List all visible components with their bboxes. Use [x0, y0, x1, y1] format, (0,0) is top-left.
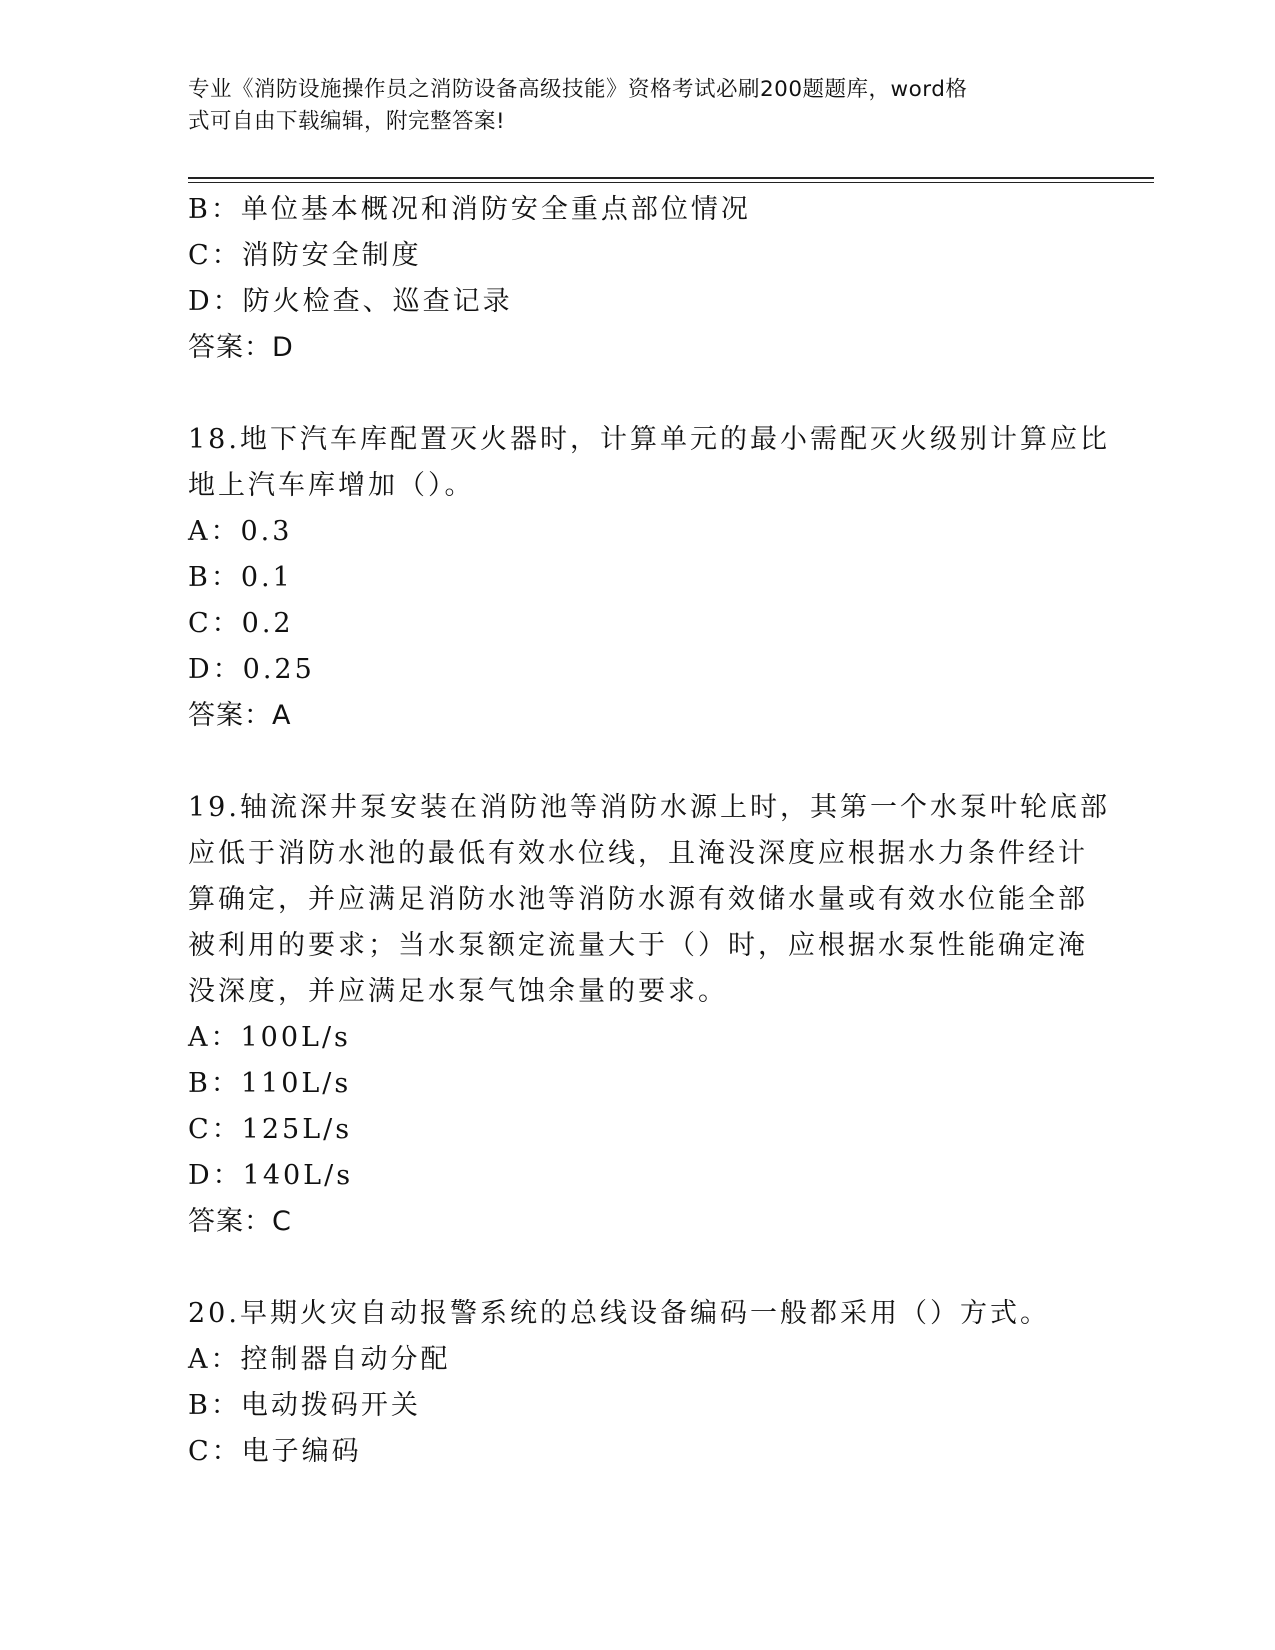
- question-18: [188, 417, 1110, 739]
- option-b: B：单位基本概况和消防安全重点部位情况: [188, 194, 751, 225]
- option-c: C：消防安全制度: [188, 240, 422, 271]
- option-a: A：100L/s: [188, 1022, 351, 1053]
- question-stem-line: 18.地下汽车库配置灭火器时，计算单元的最小需配灭火级别计算应比: [188, 424, 1110, 455]
- answer-line: 答案：D: [188, 332, 294, 363]
- option-b: B：电动拨码开关: [188, 1390, 421, 1421]
- question-stem-line: 被利用的要求；当水泵额定流量大于（）时，应根据水泵性能确定淹: [188, 930, 1088, 961]
- question-19: [188, 785, 1110, 1245]
- question-stem-line: 没深度，并应满足水泵气蚀余量的要求。: [188, 976, 728, 1007]
- question-stem-line: 20.早期火灾自动报警系统的总线设备编码一般都采用（）方式。: [188, 1298, 1050, 1329]
- option-b: B：110L/s: [188, 1068, 352, 1099]
- document-body: [188, 187, 1110, 1475]
- header-rule-thick: [188, 177, 1154, 179]
- header-line-2: 式可自由下载编辑，附完整答案!: [188, 109, 506, 134]
- option-b: B：0.1: [188, 562, 293, 593]
- option-a: A：控制器自动分配: [188, 1344, 451, 1375]
- option-d: D：140L/s: [188, 1160, 354, 1191]
- question-stem-line: 算确定，并应满足消防水池等消防水源有效储水量或有效水位能全部: [188, 884, 1088, 915]
- question-stem-line: 19.轴流深井泵安装在消防池等消防水源上时，其第一个水泵叶轮底部: [188, 792, 1110, 823]
- option-d: D：0.25: [188, 654, 315, 685]
- option-c: C：125L/s: [188, 1114, 353, 1145]
- header-rule-thin: [188, 182, 1154, 183]
- answer-line: 答案：C: [188, 1206, 292, 1237]
- question-20: [188, 1291, 1088, 1475]
- option-a: A：0.3: [188, 516, 293, 547]
- question-stem-line: 应低于消防水池的最低有效水位线，且淹没深度应根据水力条件经计: [188, 838, 1088, 869]
- answer-line: 答案：A: [188, 700, 292, 731]
- option-d: D：防火检查、巡查记录: [188, 286, 513, 317]
- option-c: C：电子编码: [188, 1436, 362, 1467]
- header-line-1: 专业《消防设施操作员之消防设备高级技能》资格考试必刷200题题库，word格: [188, 77, 968, 102]
- question-17-continued: [188, 187, 1088, 371]
- option-c: C：0.2: [188, 608, 294, 639]
- document-header: [188, 74, 1068, 138]
- question-stem-line: 地上汽车库增加（）。: [188, 470, 475, 501]
